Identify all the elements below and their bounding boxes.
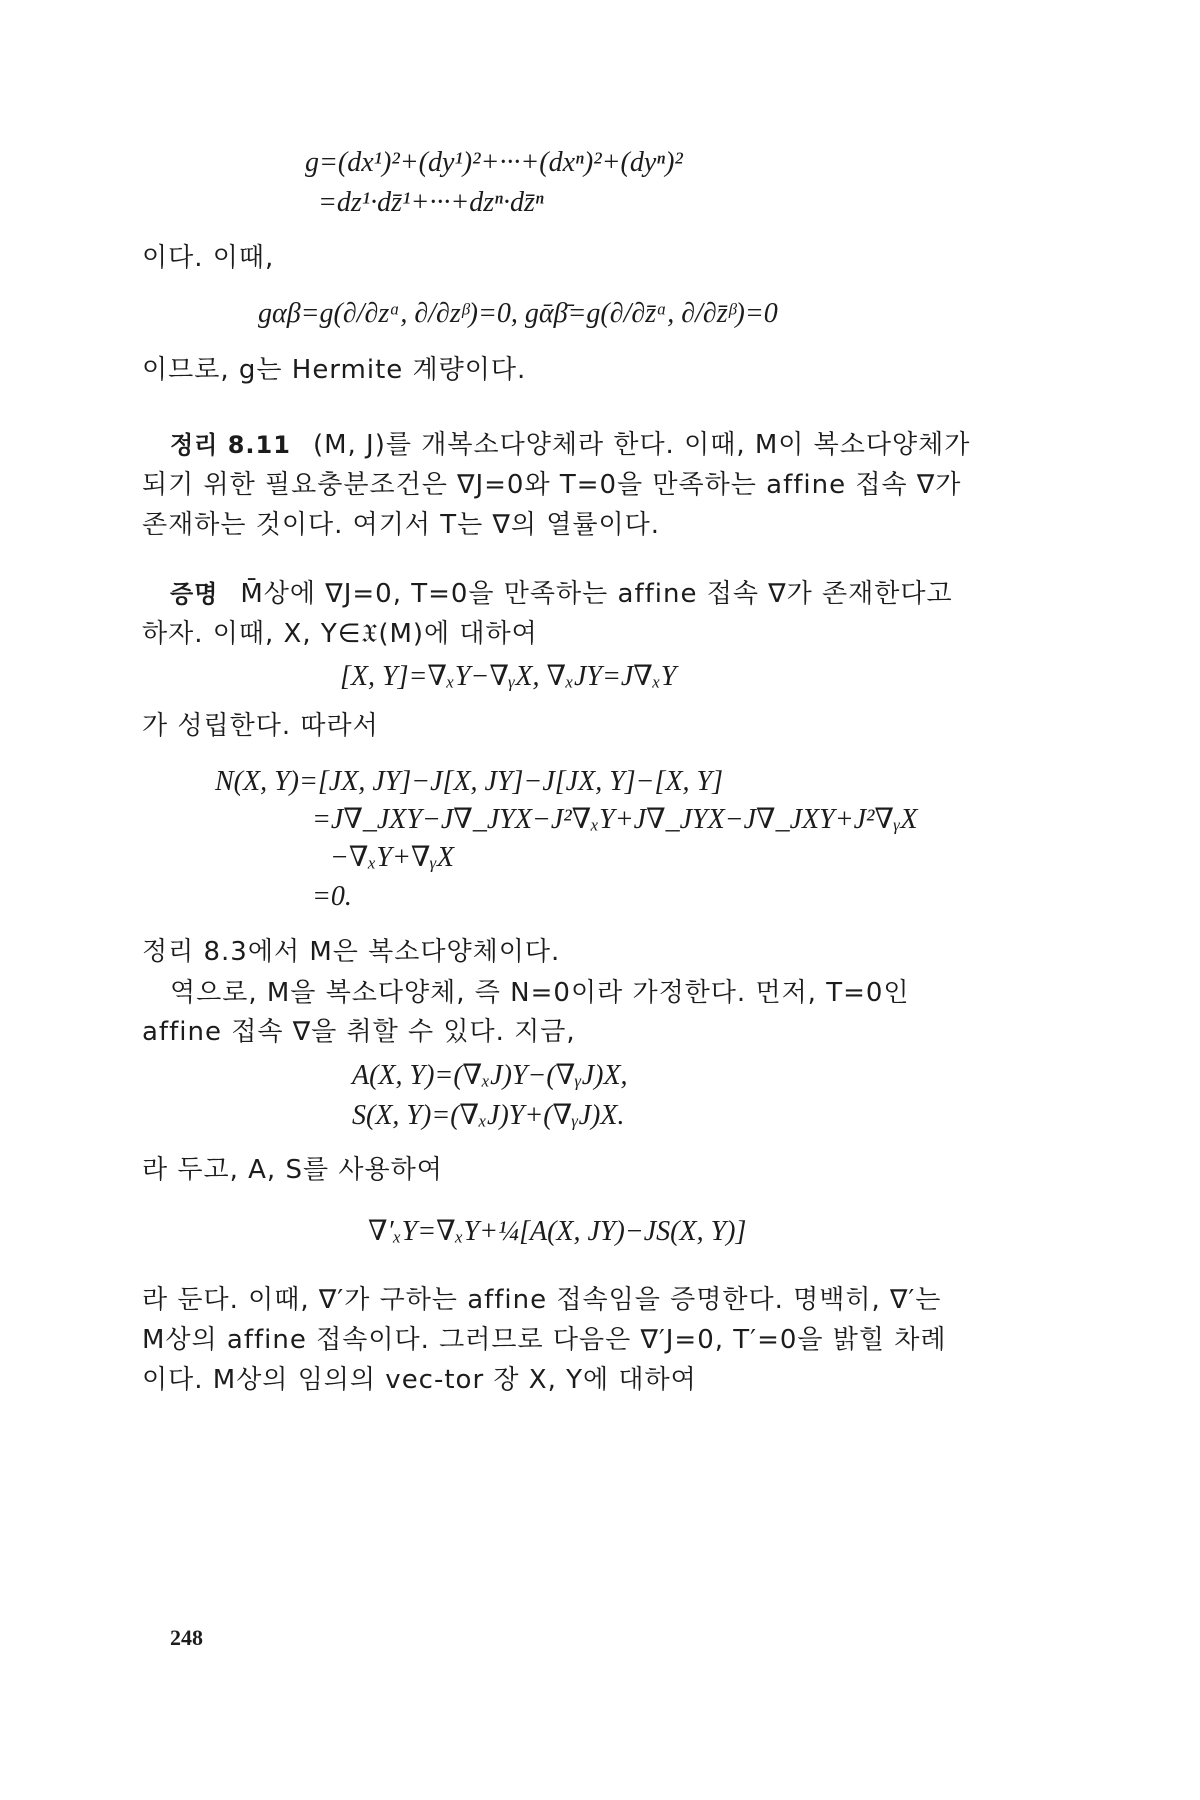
- equation-nijenhuis-line1: N(X, Y)=[JX, JY]−J[X, JY]−J[JX, Y]−[X, Y]: [215, 766, 724, 797]
- proof-label: 증명: [170, 580, 219, 608]
- theorem-line2: 되기 위한 필요충분조건은 ∇J=0와 T=0을 만족하는 affine 접속 ∇가: [142, 470, 962, 500]
- page-number: 248: [170, 1625, 203, 1650]
- text-line: 정리 8.3에서 M은 복소다양체이다.: [142, 937, 561, 967]
- equation-A: A(X, Y)=(∇ₓJ)Y−(∇ᵧJ)X,: [352, 1060, 628, 1091]
- theorem-line3: 존재하는 것이다. 여기서 T는 ∇의 열률이다.: [142, 510, 660, 540]
- text-line: M상의 affine 접속이다. 그러므로 다음은 ∇′J=0, T′=0을 밝힐 차례: [142, 1325, 947, 1355]
- text-line: 이다. M상의 임의의 vec-tor 장 X, Y에 대하여: [142, 1365, 697, 1395]
- equation-nijenhuis-line3: −∇ₓY+∇ᵧX: [330, 842, 454, 873]
- text-line: 역으로, M을 복소다양체, 즉 N=0이라 가정한다. 먼저, T=0인: [170, 978, 910, 1008]
- text-line: 가 성립한다. 따라서: [142, 711, 379, 741]
- theorem-line1: [170, 425, 970, 465]
- proof-line2: 하자. 이때, X, Y∈𝔛(M)에 대하여: [142, 619, 538, 649]
- proof-text: M̄상에 ∇J=0, T=0을 만족하는 affine 접속 ∇가 존재한다고: [240, 579, 953, 609]
- equation-metric-line1: g=(dx¹)²+(dy¹)²+···+(dxⁿ)²+(dyⁿ)²: [305, 147, 683, 178]
- equation-bracket: [X, Y]=∇ₓY−∇ᵧX, ∇ₓJY=J∇ₓY: [340, 661, 677, 692]
- equation-nijenhuis-line4: =0.: [312, 881, 352, 912]
- equation-new-connection: ∇′ₓY=∇ₓY+¼[A(X, JY)−JS(X, Y)]: [368, 1216, 747, 1247]
- equation-metric-line2: =dz¹·dz̄¹+···+dzⁿ·dz̄ⁿ: [318, 187, 544, 218]
- text-line: 이므로, g는 Hermite 계량이다.: [142, 355, 527, 385]
- text-line: 이다. 이때,: [142, 243, 275, 273]
- text-line: 라 두고, A, S를 사용하여: [142, 1155, 443, 1185]
- equation-nijenhuis-line2: =J∇_JXY−J∇_JYX−J²∇ₓY+J∇_JYX−J∇_JXY+J²∇ᵧX: [312, 804, 918, 835]
- equation-S: S(X, Y)=(∇ₓJ)Y+(∇ᵧJ)X.: [352, 1100, 625, 1131]
- theorem-label: 정리 8.11: [170, 431, 291, 459]
- theorem-text: (M, J)를 개복소다양체라 한다. 이때, M이 복소다양체가: [312, 430, 971, 460]
- text-line: 라 둔다. 이때, ∇′가 구하는 affine 접속임을 증명한다. 명백히, ∇′는: [142, 1285, 942, 1315]
- equation-hermite-condition: gαβ=g(∂/∂zᵅ, ∂/∂zᵝ)=0, gᾱβ̄=g(∂/∂z̄ᵅ, ∂/∂z̄ᵝ)=0: [258, 298, 778, 329]
- proof-line1: [170, 574, 953, 614]
- text-line: affine 접속 ∇을 취할 수 있다. 지금,: [142, 1017, 576, 1047]
